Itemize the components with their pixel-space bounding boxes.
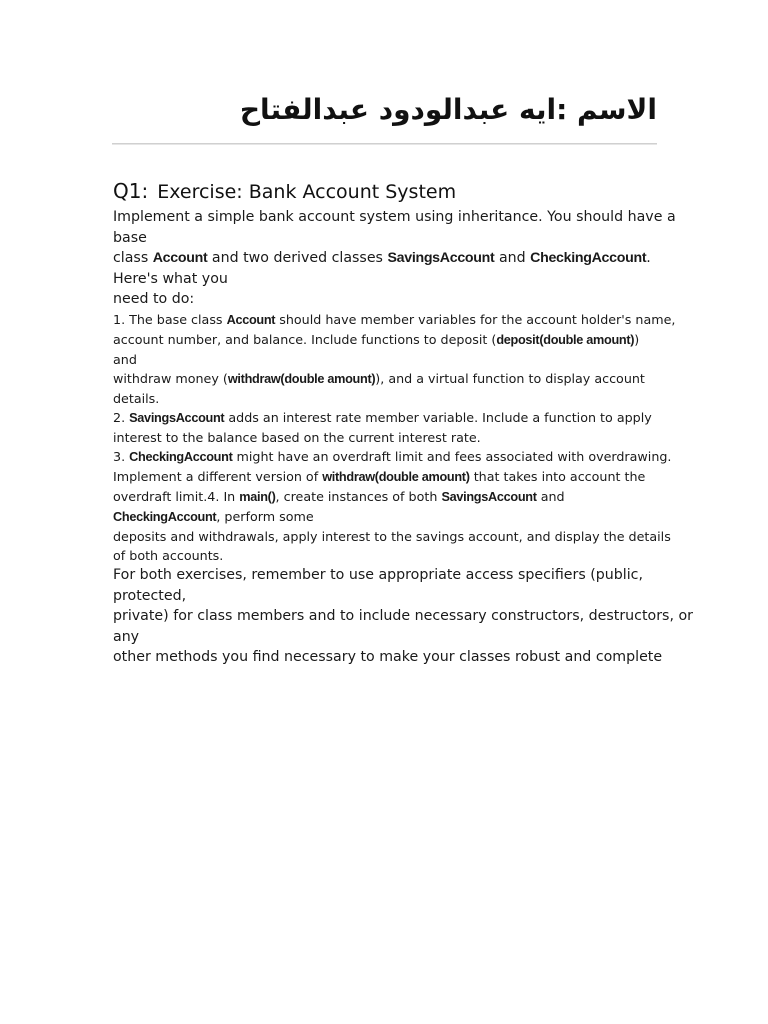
code-term: main() [239, 489, 276, 504]
text-segment: ), and a virtual function to display account [375, 370, 645, 386]
text-segment: need to do: [113, 291, 195, 308]
student-name-title: الاسم :ايه عبدالودود عبدالفتاح [239, 93, 657, 126]
code-term: SavingsAccount [129, 410, 225, 425]
intro-line [113, 207, 676, 228]
text-segment: might have an overdraft limit and fees associated with overdrawing. [232, 448, 672, 464]
text-segment: . [646, 250, 651, 267]
step-line [113, 507, 661, 527]
text-segment: 2. [113, 409, 130, 425]
text-segment: Implement a simple bank account system using inheritance. You should have a [113, 209, 676, 225]
text-segment: and [536, 488, 565, 504]
code-term: withdraw(double amount) [322, 469, 470, 484]
text-segment: , perform some [216, 508, 314, 524]
step-line [113, 487, 661, 507]
text-segment: withdraw money ( [113, 370, 228, 386]
code-term: SavingsAccount [441, 489, 537, 504]
closing-line [113, 647, 661, 668]
intro-line [113, 228, 661, 249]
text-segment: protected, [113, 587, 187, 604]
text-segment: ) [634, 331, 640, 347]
text-segment: class [113, 250, 153, 267]
text-segment: and [113, 351, 137, 367]
step-line [113, 447, 672, 467]
step-line [113, 330, 661, 350]
text-segment: Implement a different version of [113, 468, 323, 484]
closing-line [113, 606, 693, 627]
closing-line [113, 627, 661, 648]
text-segment: Here's what you [113, 270, 228, 287]
text-segment: interest to the balance based on the current interest rate. [113, 429, 481, 445]
step-line [113, 369, 661, 389]
step-line [113, 310, 676, 330]
text-segment: details. [113, 390, 160, 406]
code-term: CheckingAccount [113, 509, 217, 524]
closing-paragraph [113, 565, 693, 668]
intro-line [113, 248, 661, 269]
step-line [113, 527, 671, 546]
text-segment: that takes into account the [469, 468, 646, 484]
text-segment: overdraft limit.4. In [113, 488, 240, 504]
code-term: CheckingAccount [530, 250, 647, 267]
intro-paragraph [113, 207, 676, 310]
text-segment: should have member variables for the account holder's name, [275, 311, 676, 327]
text-segment: base [113, 229, 147, 246]
code-term: CheckingAccount [129, 449, 233, 464]
code-term: deposit(double amount) [496, 332, 635, 347]
question-number: Q1: [113, 179, 149, 203]
text-segment: private) for class members and to include necessary constructors, destructors, or [113, 608, 693, 625]
code-term: withdraw(double amount) [227, 371, 376, 386]
text-segment: account number, and balance. Include functions to deposit ( [113, 331, 497, 347]
intro-line [113, 269, 661, 290]
text-segment: 3. [113, 448, 130, 464]
text-segment: of both accounts. [113, 547, 224, 563]
text-segment: other methods you find necessary to make your classes robust and complete [113, 649, 663, 666]
question-heading [113, 178, 661, 205]
text-segment: adds an interest rate member variable. Include a function to apply [224, 409, 652, 425]
intro-line [113, 289, 661, 310]
text-segment: and [494, 250, 531, 267]
step-line [113, 467, 661, 487]
text-segment: deposits and withdrawals, apply interest to the savings account, and display the details [113, 528, 671, 544]
step-line [113, 428, 661, 447]
closing-line [113, 565, 661, 586]
code-term: Account [152, 250, 208, 267]
text-segment: For both exercises, remember to use appropriate access specifiers (public, [113, 566, 643, 583]
step-line [113, 350, 661, 369]
text-segment: 1. The base class [113, 311, 227, 327]
closing-line [113, 586, 661, 607]
step-line [113, 408, 661, 428]
text-segment: any [113, 628, 140, 645]
step-line [113, 389, 661, 408]
code-term: SavingsAccount [387, 250, 495, 267]
title-divider [112, 143, 657, 145]
code-term: Account [226, 312, 276, 327]
exercise-body [113, 178, 693, 668]
question-title: Exercise: Bank Account System [157, 181, 457, 203]
text-segment: and two derived classes [207, 250, 388, 267]
step-line [113, 546, 661, 565]
text-segment: , create instances of both [275, 488, 442, 504]
steps-list [113, 310, 676, 565]
